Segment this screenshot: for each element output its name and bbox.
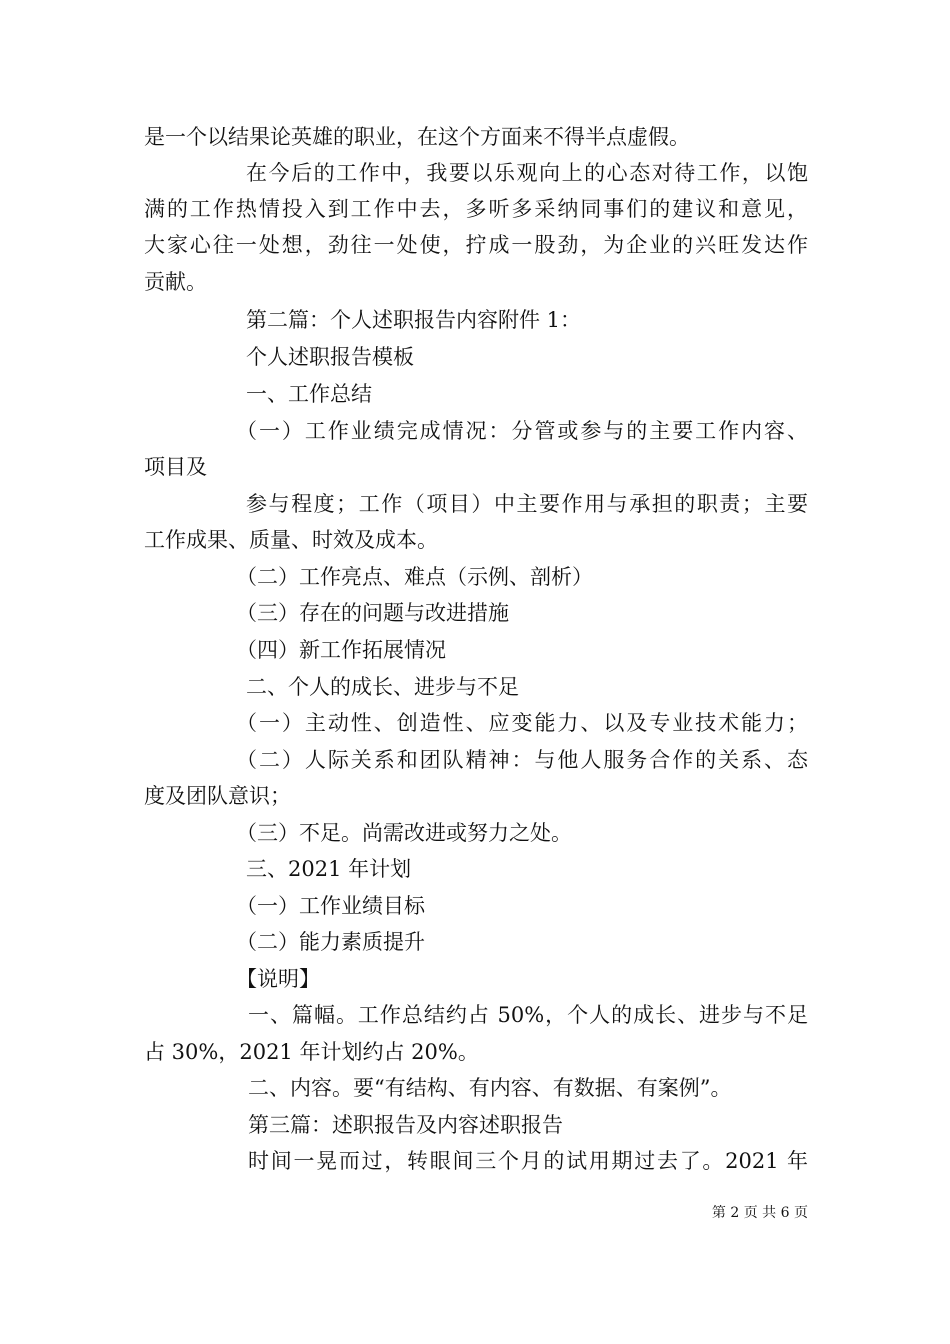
text-line: 是一个以结果论英雄的职业，在这个方面来不得半点虚假。 bbox=[144, 125, 690, 149]
text-line: 在今后的工作中，我要以乐观向上的心态对待工作，以饱 bbox=[246, 161, 808, 185]
text-line: （一）工作业绩完成情况：分管或参与的主要工作内容、 bbox=[236, 419, 808, 443]
text-line: 个人述职报告模板 bbox=[246, 345, 414, 369]
text-line: 大家心往一处想，劲往一处使，拧成一股劲，为企业的兴旺发达作 bbox=[144, 233, 808, 257]
text-line: 项目及 bbox=[144, 455, 207, 479]
text-line: 度及团队意识； bbox=[144, 784, 291, 808]
text-line: （一）工作业绩目标 bbox=[236, 894, 425, 918]
text-line: 一、篇幅。工作总结约占 50%，个人的成长、进步与不足 bbox=[248, 1003, 808, 1027]
text-line: 时间一晃而过，转眼间三个月的试用期过去了。2021 年 bbox=[248, 1149, 808, 1173]
text-line: 三、2021 年计划 bbox=[246, 857, 412, 881]
text-line: 一、工作总结 bbox=[246, 382, 372, 406]
text-line: （二）人际关系和团队精神：与他人服务合作的关系、态 bbox=[236, 748, 808, 772]
section-heading: 第二篇：个人述职报告内容附件 1： bbox=[246, 308, 582, 332]
text-line: 满的工作热情投入到工作中去，多听多采纳同事们的建议和意见， bbox=[144, 197, 808, 221]
text-line: 二、个人的成长、进步与不足 bbox=[246, 675, 519, 699]
text-line: （三）不足。尚需改进或努力之处。 bbox=[236, 821, 572, 845]
text-line: 占 30%，2021 年计划约占 20%。 bbox=[144, 1040, 479, 1064]
text-line: 【说明】 bbox=[236, 967, 320, 991]
text-line: 参与程度；工作（项目）中主要作用与承担的职责；主要 bbox=[246, 492, 808, 516]
text-line: 二、内容。要“有结构、有内容、有数据、有案例”。 bbox=[248, 1076, 732, 1100]
section-heading: 第三篇：述职报告及内容述职报告 bbox=[248, 1113, 563, 1137]
page-number-footer: 第 2 页 共 6 页 bbox=[711, 1205, 808, 1221]
text-line: （二）工作亮点、难点（示例、剖析） bbox=[236, 565, 593, 589]
text-line: （三）存在的问题与改进措施 bbox=[236, 601, 509, 625]
text-line: 工作成果、质量、时效及成本。 bbox=[144, 528, 438, 552]
text-line: （四）新工作拓展情况 bbox=[236, 638, 446, 662]
text-line: （二）能力素质提升 bbox=[236, 930, 425, 954]
text-line: 贡献。 bbox=[144, 270, 207, 294]
text-line: （一）主动性、创造性、应变能力、以及专业技术能力； bbox=[236, 711, 808, 735]
